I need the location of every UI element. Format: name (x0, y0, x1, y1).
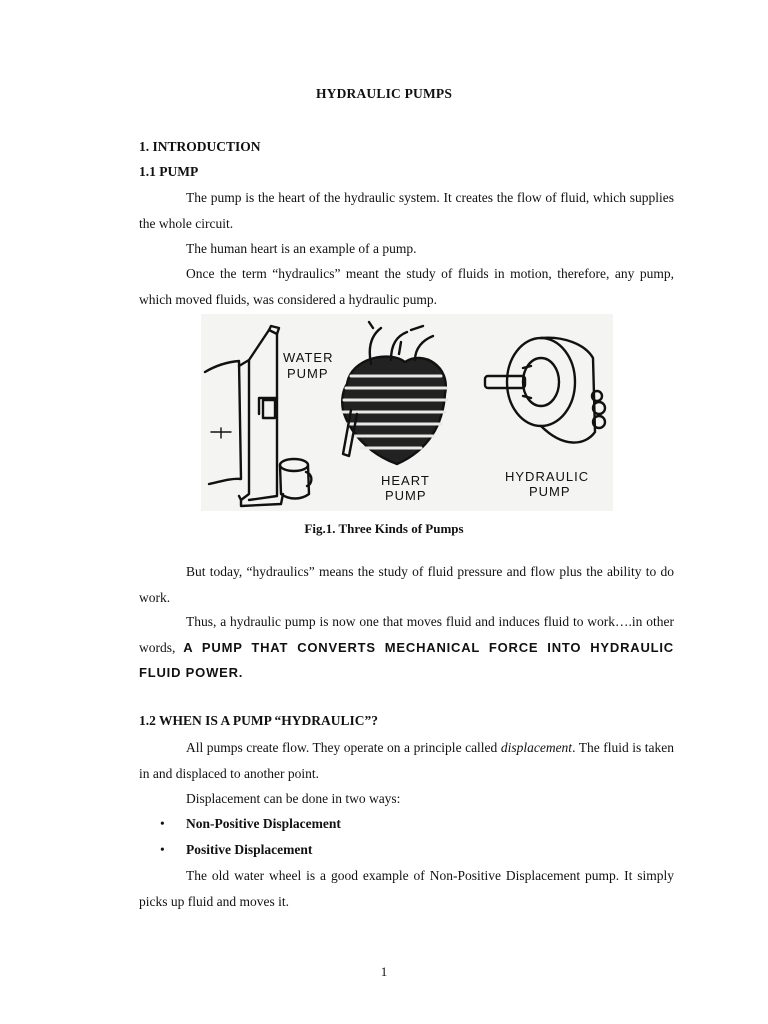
heart-pump-drawing (342, 322, 447, 464)
document-title: HYDRAULIC PUMPS (315, 86, 453, 101)
page-number: 1 (380, 964, 388, 979)
section-heading-pump: 1.1 PUMP (139, 164, 199, 179)
paragraph-human-heart: The human heart is an example of a pump. (186, 241, 417, 256)
heart-pump-label-line1: HEART (381, 473, 430, 488)
displacement-term: displacement (500, 740, 573, 755)
section-heading-introduction: 1. INTRODUCTION (139, 139, 261, 154)
three-pumps-figure (201, 314, 613, 511)
definition-emphasis: A PUMP THAT CONVERTS MECHANICAL FORCE INTO HYDRAULIC FLUID POWER. (139, 639, 674, 680)
displacement-text-start: All pumps create flow. They operate on a principle called (186, 740, 501, 755)
hydraulic-pump-drawing (485, 338, 605, 443)
paragraph-hydraulic-pump-definition (139, 609, 674, 686)
hydraulic-pump-label-line1: HYDRAULIC (505, 469, 590, 484)
pumps-illustration (201, 314, 613, 511)
bullet-symbol: • (160, 816, 165, 831)
paragraph-hydraulics-today: But today, “hydraulics” means the study of fluid pressure and flow plus the ability to do work. (139, 564, 674, 605)
displacement-text-end: . The fluid is taken in and displaced to another point. (139, 740, 674, 781)
water-pump-label-line2: PUMP (287, 366, 329, 381)
figure-caption: Fig.1. Three Kinds of Pumps (304, 521, 464, 536)
paragraph-pump-heart: The pump is the heart of the hydraulic system. It creates the flow of fluid, which supplies the whole circuit. (139, 190, 674, 231)
paragraph-hydraulics-history: Once the term “hydraulics” meant the study of fluids in motion, therefore, any pump, which moved fluids, was considered a hydraulic pump. (139, 266, 674, 307)
heart-pump-label-line2: PUMP (385, 488, 427, 503)
hydraulic-pump-label-line2: PUMP (529, 484, 571, 499)
definition-text: Thus, a hydraulic pump is now one that moves fluid and induces fluid to work….in other words, (139, 614, 674, 655)
water-pump-label-line1: WATER (283, 350, 334, 365)
paragraph-water-wheel: The old water wheel is a good example of Non-Positive Displacement pump. It simply picks up fluid and moves it. (139, 868, 674, 909)
section-heading-when-hydraulic: 1.2 WHEN IS A PUMP “HYDRAULIC”? (139, 713, 379, 728)
bullet-label-non-positive: Non-Positive Displacement (186, 816, 341, 831)
paragraph-two-ways: Displacement can be done in two ways: (186, 791, 401, 806)
bullet-label-positive: Positive Displacement (186, 842, 313, 857)
paragraph-displacement (139, 735, 674, 786)
bullet-symbol: • (160, 842, 165, 857)
